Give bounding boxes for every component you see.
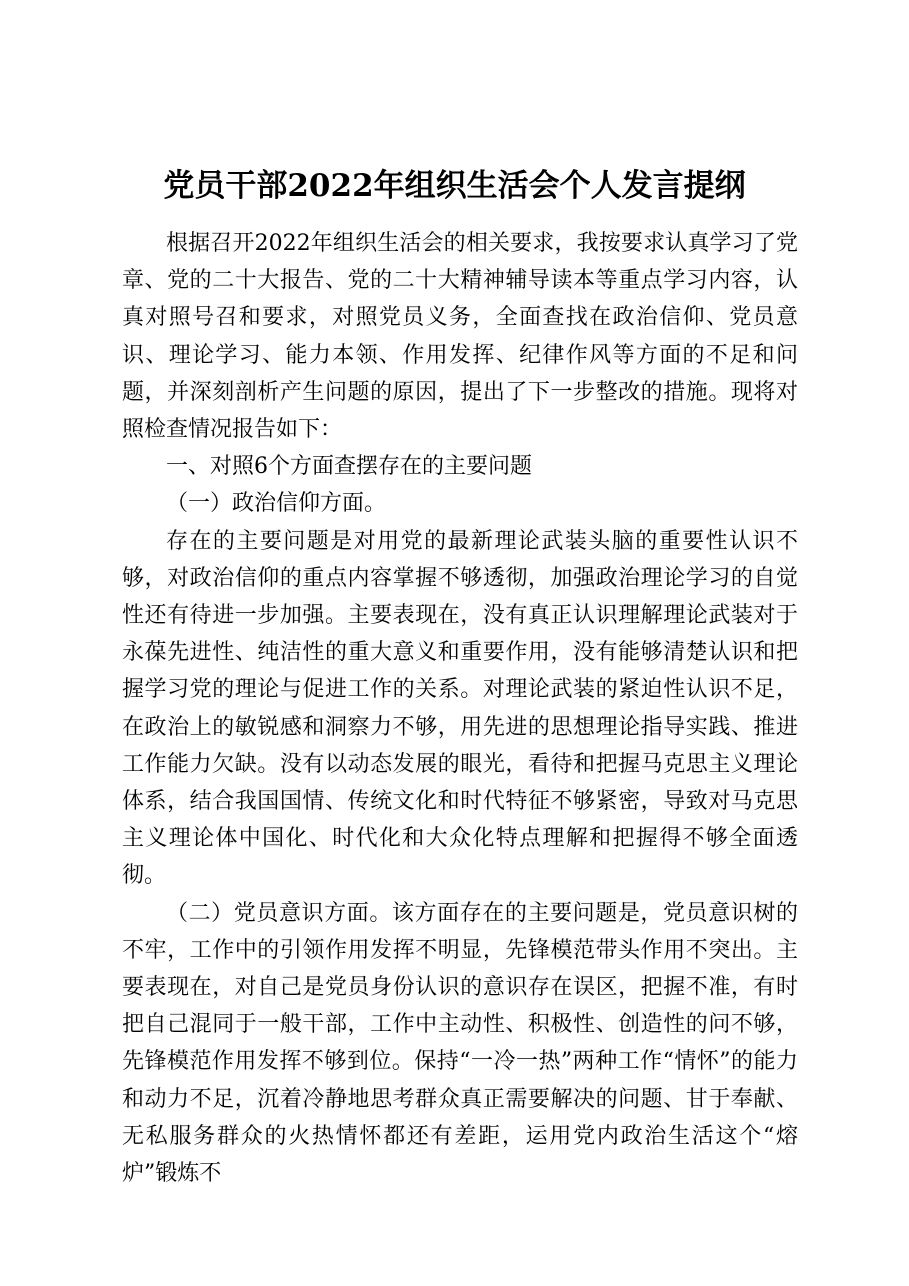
- subsection-heading-1: （一）政治信仰方面。: [166, 491, 387, 517]
- document-title: 党员干部2022年组织生活会个人发言提纲: [163, 168, 746, 204]
- document-body: [122, 225, 798, 1192]
- paragraph-party-awareness: （二）党员意识方面。该方面存在的主要问题是，党员意识树的不牢，工作中的引领作用发挥不明显，先锋模范带头作用不突出。主要表现在，对自己是党员身份认识的意识存在误区，把握不准，有时把自己混同于一般干部，工作中主动性、积极性、创造性的问不够，先锋模范作用发挥不够到位。保持“一冷一热”两种工作“情怀”的能力和动力不足，沉着冷静地思考群众真正需要解决的问题、甘于奉献、无私服务群众的火热情怀都还有差距，运用党内政治生活这个“熔炉”锻炼不: [122, 900, 798, 1187]
- section-heading-1: 一、对照6个方面查摆存在的主要问题: [166, 454, 532, 480]
- paragraph-intro: 根据召开2022年组织生活会的相关要求，我按要求认真学习了党章、党的二十大报告、党的二十大精神辅导读本等重点学习内容，认真对照号召和要求，对照党员义务，全面查找在政治信仰、党员意识、理论学习、能力本领、作用发挥、纪律作风等方面的不足和问题，并深刻剖析产生问题的原因，提出了下一步整改的措施。现将对照检查情况报告如下：: [122, 231, 798, 443]
- paragraph-political-belief: 存在的主要问题是对用党的最新理论武装头脑的重要性认识不够，对政治信仰的重点内容掌握不够透彻，加强政治理论学习的自觉性还有待进一步加强。主要表现在，没有真正认识理解理论武装对于永葆先进性、纯洁性的重大意义和重要作用，没有能够清楚认识和把握学习党的理论与促进工作的关系。对理论武装的紧迫性认识不足，在政治上的敏锐感和洞察力不够，用先进的思想理论指导实践、推进工作能力欠缺。没有以动态发展的眼光，看待和把握马克思主义理论体系，结合我国国情、传统文化和时代特征不够紧密，导致对马克思主义理论体中国化、时代化和大众化特点理解和把握得不够全面透彻。: [122, 528, 798, 889]
